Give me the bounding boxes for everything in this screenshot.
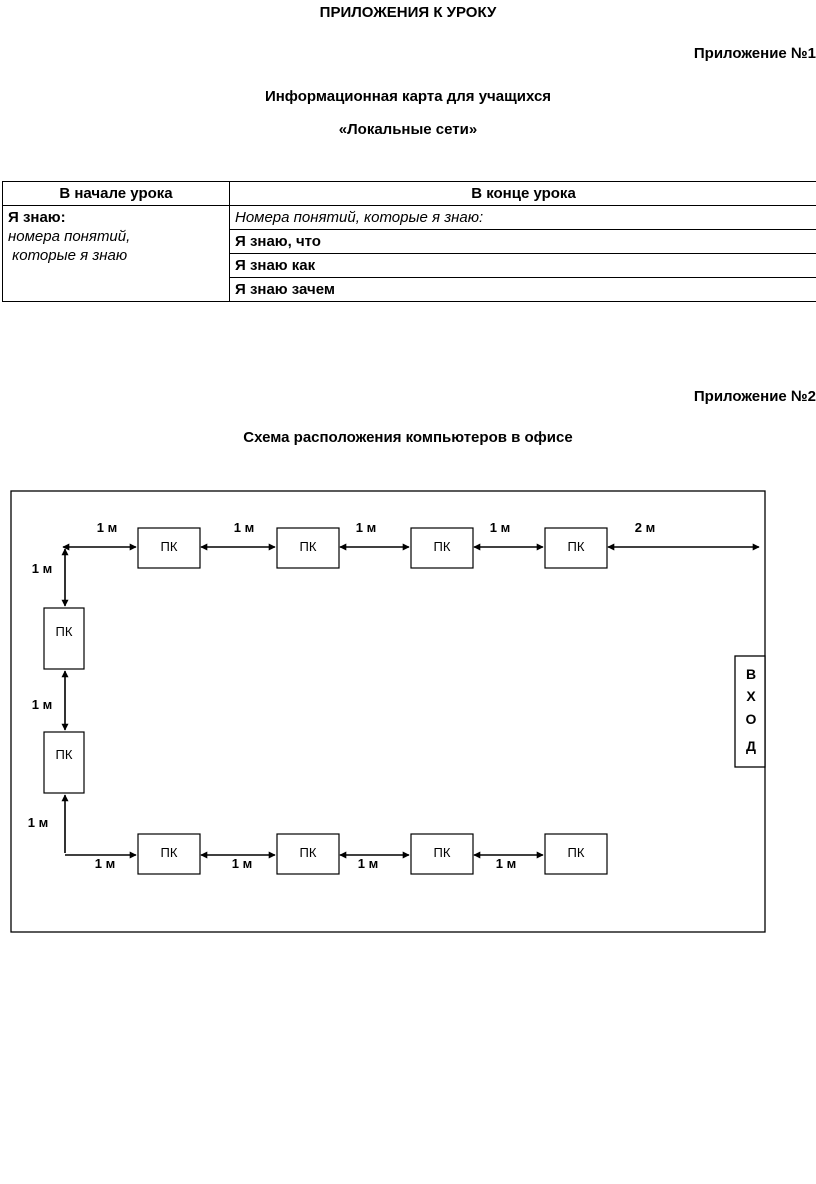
know-label: Я знаю: <box>8 209 66 226</box>
pc-label: ПК <box>160 539 178 554</box>
entrance-letter: Д <box>746 738 756 754</box>
row-know-what: Я знаю, что <box>230 230 816 254</box>
pc-label: ПК <box>55 747 73 762</box>
pc-label: ПК <box>55 624 73 639</box>
appendix-1-subtitle: «Локальные сети» <box>338 121 478 138</box>
pc-label: ПК <box>433 845 451 860</box>
distance-label: 1 м <box>94 856 116 871</box>
distance-label: 1 м <box>31 697 53 712</box>
column-header-end: В конце урока <box>230 182 816 206</box>
pc-label: ПК <box>299 845 317 860</box>
distance-label: 2 м <box>634 520 656 535</box>
know-line-2: которые я знаю <box>8 247 128 264</box>
column-header-start: В начале урока <box>3 182 230 206</box>
row-concept-numbers: Номера понятий, которые я знаю: <box>230 206 816 230</box>
pc-label: ПК <box>567 845 585 860</box>
pc-box <box>44 732 84 793</box>
know-line-1: номера понятий, <box>8 228 131 245</box>
page-title: ПРИЛОЖЕНИЯ К УРОКУ <box>319 4 497 21</box>
distance-label: 1 м <box>489 520 511 535</box>
distance-label: 1 м <box>233 520 255 535</box>
pc-label: ПК <box>299 539 317 554</box>
entrance-letter: Х <box>746 688 756 704</box>
row-know-why: Я знаю зачем <box>230 278 816 302</box>
distance-label: 1 м <box>27 815 49 830</box>
appendix-1-title: Информационная карта для учащихся <box>264 88 552 105</box>
entrance-letter: В <box>745 666 757 682</box>
distance-label: 1 м <box>231 856 253 871</box>
office-room-border <box>11 491 765 932</box>
pc-label: ПК <box>160 845 178 860</box>
pc-label: ПК <box>433 539 451 554</box>
pc-label: ПК <box>567 539 585 554</box>
entrance-letter: О <box>745 711 757 727</box>
appendix-2-title: Схема расположения компьютеров в офисе <box>243 429 573 446</box>
distance-label: 1 м <box>355 520 377 535</box>
distance-label: 1 м <box>96 520 118 535</box>
distance-label: 1 м <box>495 856 517 871</box>
row-know-how: Я знаю как <box>230 254 816 278</box>
distance-label: 1 м <box>357 856 379 871</box>
appendix-2-label: Приложение №2 <box>693 388 816 405</box>
appendix-1-label: Приложение №1 <box>693 45 816 62</box>
distance-label: 1 м <box>31 561 53 576</box>
